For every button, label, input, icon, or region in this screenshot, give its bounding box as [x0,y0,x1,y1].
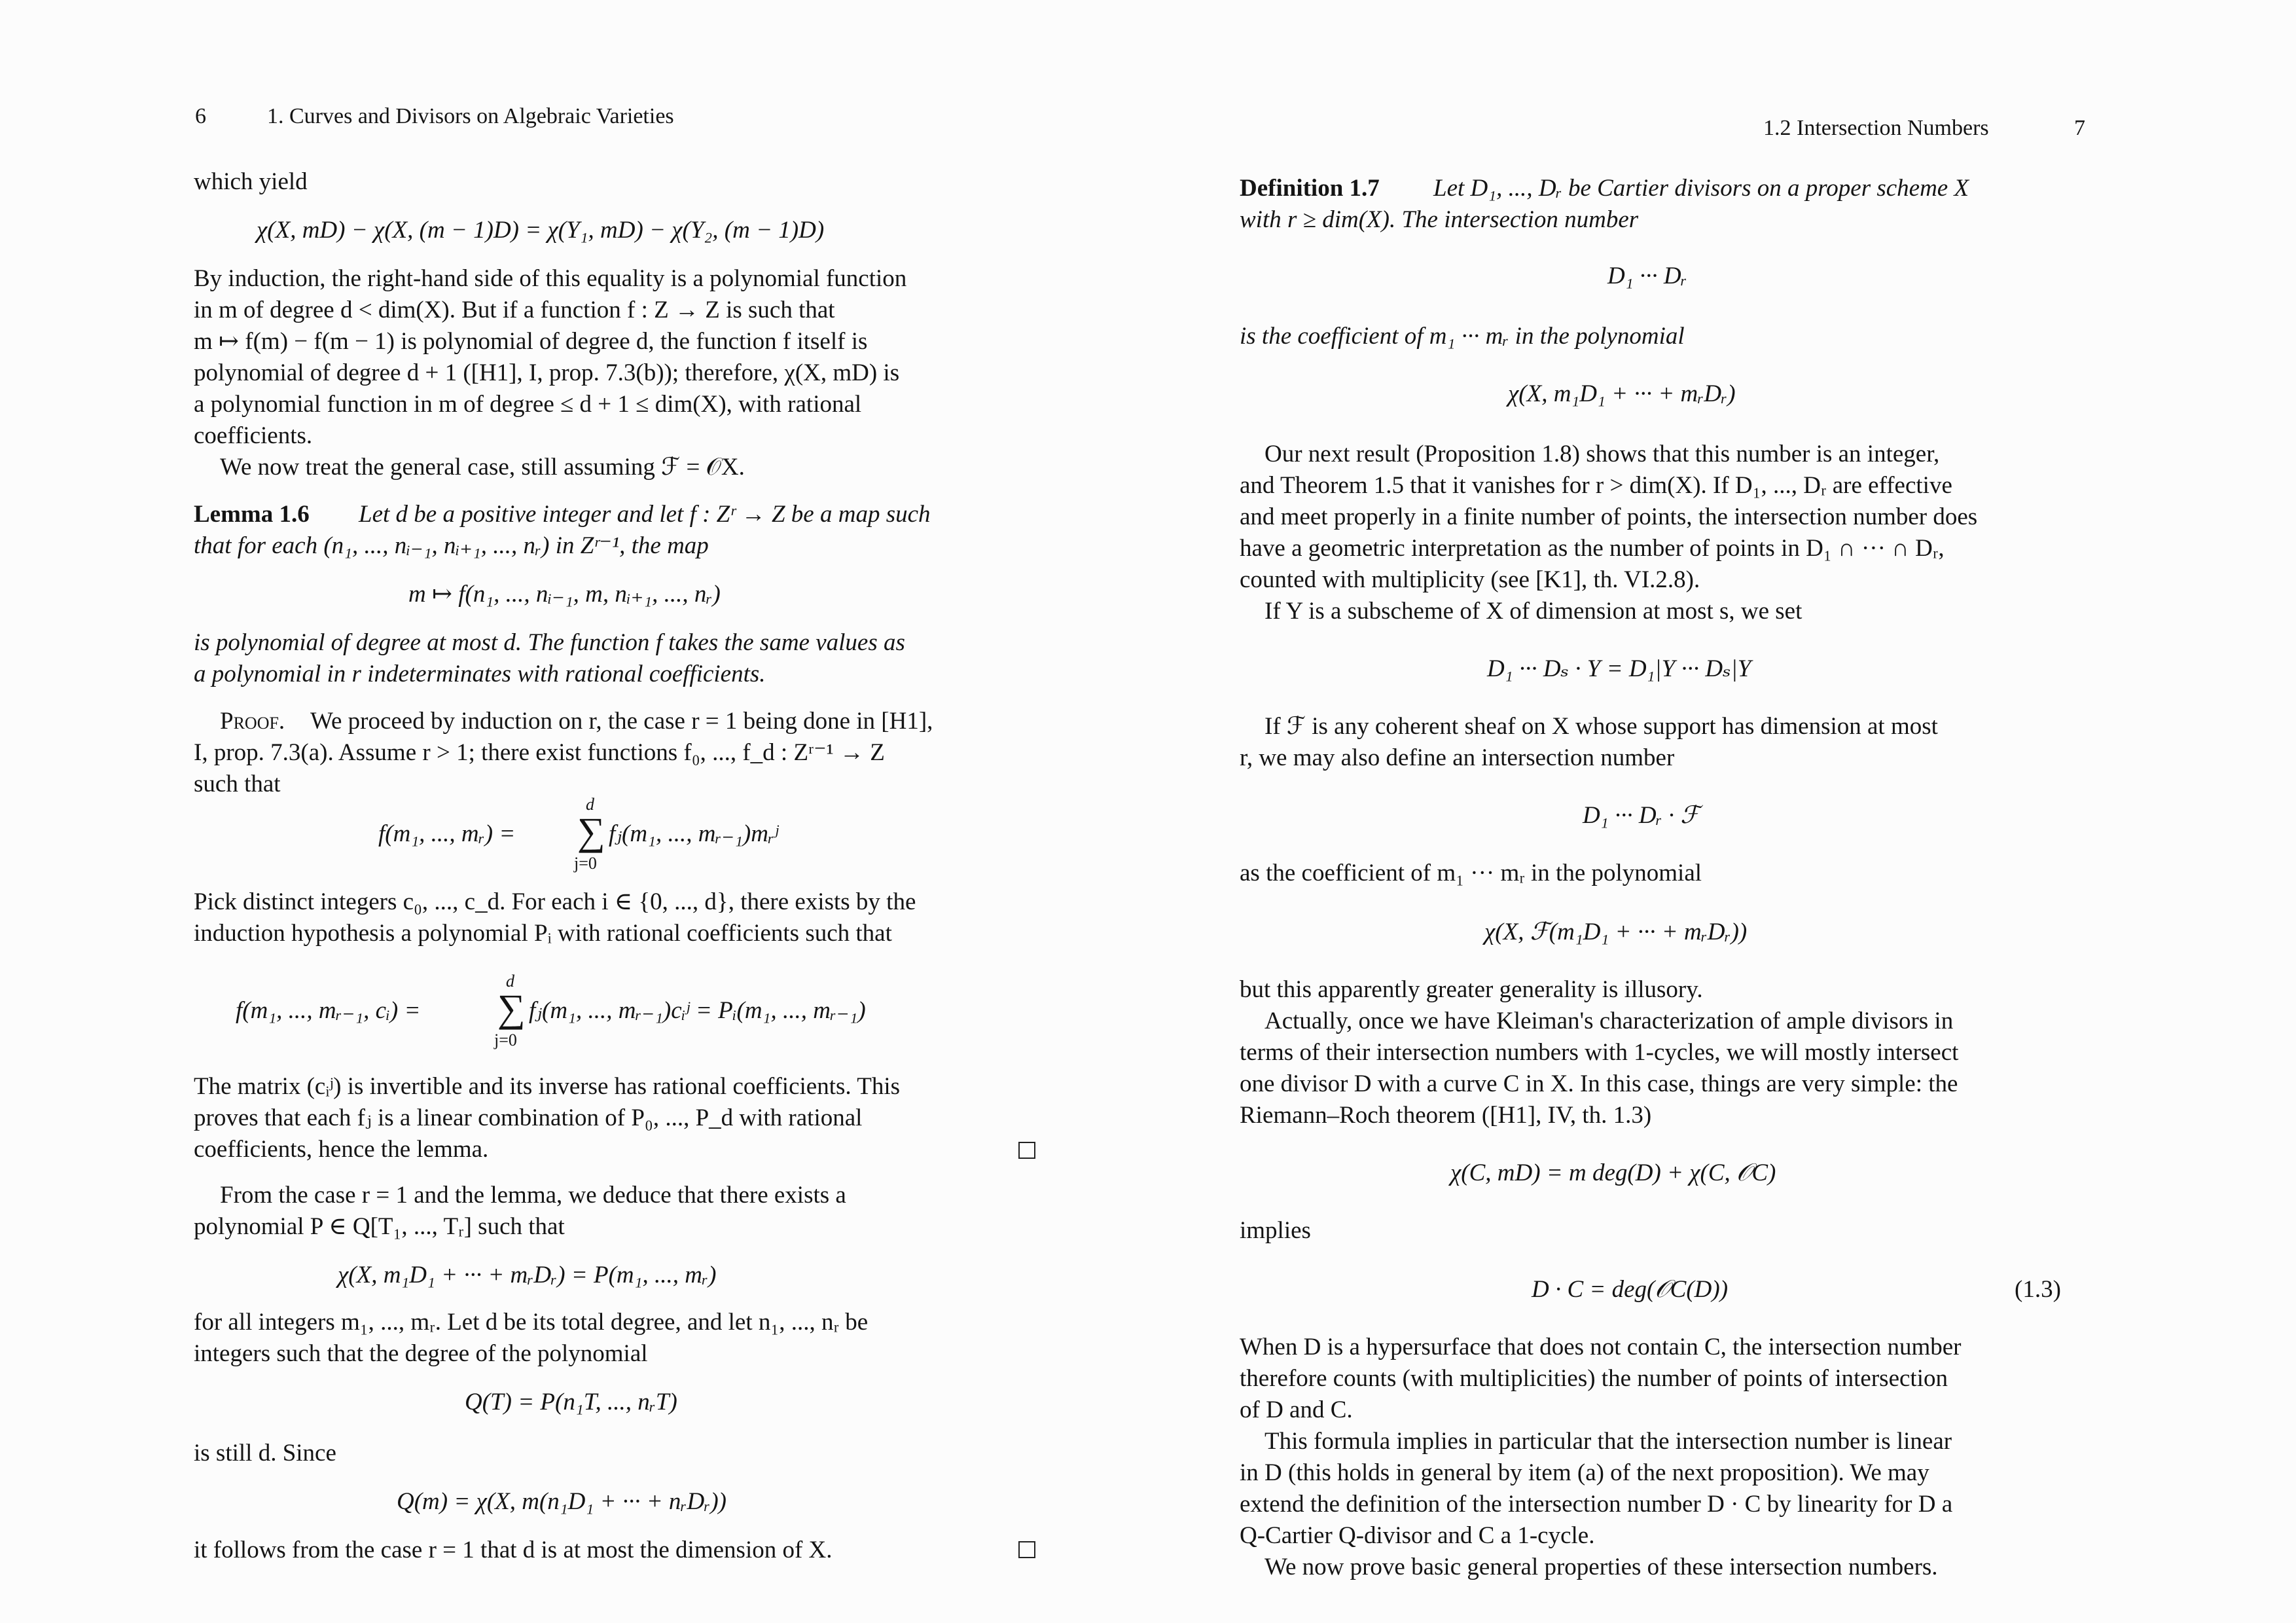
equation-number: (1.3) [2015,1276,2061,1303]
text-line: implies [1240,1217,1311,1244]
equation-rhs: fⱼ(m₁, ..., mᵣ₋₁)cᵢʲ = Pᵢ(m₁, ..., mᵣ₋₁) [529,997,866,1024]
equation: χ(X, ℱ(m₁D₁ + ··· + mᵣDᵣ)) [1484,919,1748,945]
text-line: which yield [194,168,308,195]
equation: χ(X, m₁D₁ + ··· + mᵣDᵣ) [1508,380,1736,407]
text-line: proves that each fⱼ is a linear combination of P₀, ..., P_d with rational [194,1104,863,1131]
text-line: m ↦ f(m) − f(m − 1) is polynomial of degree d, the function f itself is [194,328,868,355]
text-line: We now prove basic general properties of these intersection numbers. [1265,1554,1938,1580]
text-line: induction hypothesis a polynomial Pᵢ with rational coefficients such that [194,920,892,947]
text-line: in D (this holds in general by item (a) of the next proposition). We may [1240,1459,1929,1486]
definition-text: is the coefficient of m₁ ··· mᵣ in the polynomial [1240,323,1685,350]
equation: D₁ ··· Dₛ · Y = D₁|Y ··· Dₛ|Y [1487,655,1751,682]
sum-upper-limit: d [506,972,514,991]
text-line: polynomial P ∈ Q[T₁, ..., Tᵣ] such that [194,1213,565,1240]
text-line: terms of their intersection numbers with 1-cycles, we will mostly intersect [1240,1039,1959,1066]
equation: m ↦ f(n₁, ..., nᵢ₋₁, m, nᵢ₊₁, ..., nᵣ) [408,581,721,608]
lemma-label: Lemma 1.6 [194,501,310,528]
equation: χ(X, m₁D₁ + ··· + mᵣDᵣ) = P(m₁, ..., mᵣ) [338,1262,717,1288]
definition-label: Definition 1.7 [1240,175,1380,202]
text-line: This formula implies in particular that the intersection number is linear [1265,1428,1952,1455]
lemma-text: that for each (n₁, ..., nᵢ₋₁, nᵢ₊₁, ..., nᵣ) in Zʳ⁻¹, the map [194,532,709,559]
equation: D₁ ··· Dᵣ [1607,263,1687,289]
lemma-text: a polynomial in r indeterminates with rational coefficients. [194,661,766,687]
text-line: r, we may also define an intersection number [1240,744,1675,771]
sum-lower-limit: j=0 [494,1030,517,1049]
text-line: By induction, the right-hand side of this equality is a polynomial function [194,265,907,292]
text-line: extend the definition of the intersection number D · C by linearity for D a [1240,1491,1953,1518]
text-line: but this apparently greater generality is illusory. [1240,976,1703,1003]
text-line: Actually, once we have Kleiman's characterization of ample divisors in [1265,1008,1954,1034]
definition-text: Let D₁, ..., Dᵣ be Cartier divisors on a proper scheme X [1433,175,1969,202]
text-line: We proceed by induction on r, the case r = 1 being done in [H1], [310,708,933,735]
equation: D · C = deg(𝒪C(D)) [1532,1276,1729,1303]
right-running-header: 1.2 Intersection Numbers [1763,116,1989,140]
text-line: If ℱ is any coherent sheaf on X whose support has dimension at most [1265,713,1938,740]
equation: D₁ ··· Dᵣ · ℱ [1583,802,1700,829]
text-line: When D is a hypersurface that does not contain C, the intersection number [1240,1334,1962,1360]
sum-upper-limit: d [586,795,594,814]
text-line: If Y is a subscheme of X of dimension at most s, we set [1265,598,1803,625]
text-line: Pick distinct integers c₀, ..., c_d. For each i ∈ {0, ..., d}, there exists by the [194,888,916,915]
qed-square-icon [1018,1541,1035,1558]
text-line: such that [194,771,281,797]
text-line: it follows from the case r = 1 that d is at most the dimension of X. [194,1537,833,1563]
left-running-header: 1. Curves and Divisors on Algebraic Varieties [267,104,674,128]
text-line: and meet properly in a finite number of points, the intersection number does [1240,503,1978,530]
sum-symbol-icon: ∑ [497,987,526,1030]
equation-lhs: f(m₁, ..., mᵣ) = [378,820,516,847]
proof-label: Proof. [220,708,285,735]
definition-text: with r ≥ dim(X). The intersection number [1240,206,1639,233]
text-line: Q-Cartier Q-divisor and C a 1-cycle. [1240,1522,1595,1549]
text-line: coefficients. [194,422,313,449]
equation-lhs: f(m₁, ..., mᵣ₋₁, cᵢ) = [236,997,421,1024]
sum-lower-limit: j=0 [574,854,597,873]
text-line: of D and C. [1240,1396,1353,1423]
equation: Q(m) = χ(X, m(n₁D₁ + ··· + nᵣDᵣ)) [397,1488,726,1515]
text-line: and Theorem 1.5 that it vanishes for r > dim(X). If D₁, ..., Dᵣ are effective [1240,472,1952,499]
equation: χ(C, mD) = m deg(D) + χ(C, 𝒪C) [1450,1159,1776,1186]
text-line: is still d. Since [194,1440,336,1467]
sum-symbol-icon: ∑ [577,810,605,853]
lemma-text: Let d be a positive integer and let f : Zʳ → Z be a map such [359,501,931,528]
text-line: We now treat the general case, still assuming ℱ = 𝒪X. [220,454,745,481]
equation-rhs: fⱼ(m₁, ..., mᵣ₋₁)mᵣʲ [609,820,779,847]
equation: Q(T) = P(n₁T, ..., nᵣT) [465,1389,677,1415]
text-line: one divisor D with a curve C in X. In this case, things are very simple: the [1240,1070,1958,1097]
text-line: a polynomial function in m of degree ≤ d + 1 ≤ dim(X), with rational [194,391,862,418]
text-line: for all integers m₁, ..., mᵣ. Let d be its total degree, and let n₁, ..., nᵣ be [194,1309,869,1336]
left-page-number: 6 [195,104,206,128]
text-line: have a geometric interpretation as the number of points in D₁ ∩ ··· ∩ Dᵣ, [1240,535,1945,562]
text-line: The matrix (cᵢʲ) is invertible and its inverse has rational coefficients. This [194,1073,900,1100]
qed-square-icon [1018,1142,1035,1159]
text-line: Our next result (Proposition 1.8) shows that this number is an integer, [1265,441,1940,467]
text-line: in m of degree d < dim(X). But if a function f : Z → Z is such that [194,297,835,323]
text-line: therefore counts (with multiplicities) the number of points of intersection [1240,1365,1948,1392]
equation: χ(X, mD) − χ(X, (m − 1)D) = χ(Y₁, mD) − χ(Y₂, (m − 1)D) [257,217,825,244]
right-page-number: 7 [2074,116,2085,140]
text-line: polynomial of degree d + 1 ([H1], I, prop. 7.3(b)); therefore, χ(X, mD) is [194,359,900,386]
text-line: Riemann–Roch theorem ([H1], IV, th. 1.3) [1240,1102,1652,1129]
text-line: From the case r = 1 and the lemma, we deduce that there exists a [220,1182,846,1209]
text-line: counted with multiplicity (see [K1], th. VI.2.8). [1240,566,1700,593]
text-line: integers such that the degree of the polynomial [194,1340,648,1367]
text-line: as the coefficient of m₁ ··· mᵣ in the polynomial [1240,860,1702,886]
text-line: coefficients, hence the lemma. [194,1136,489,1163]
text-line: I, prop. 7.3(a). Assume r > 1; there exist functions f₀, ..., f_d : Zʳ⁻¹ → Z [194,739,885,766]
lemma-text: is polynomial of degree at most d. The function f takes the same values as [194,629,905,656]
right-page [1148,0,2296,1623]
